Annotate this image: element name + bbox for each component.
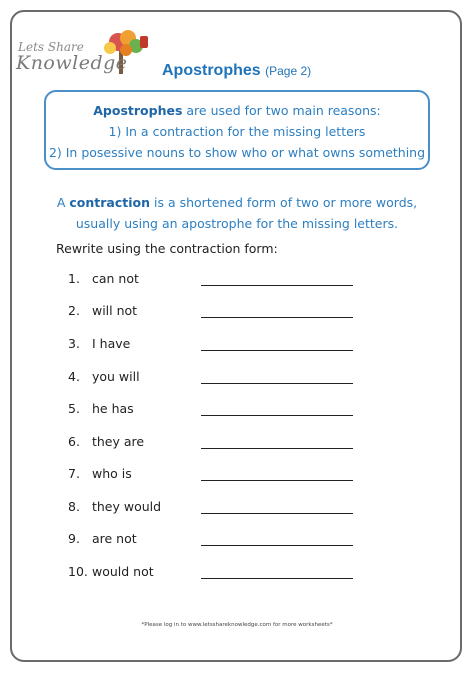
item-number: 5. bbox=[68, 401, 80, 416]
info-line-1 bbox=[46, 100, 428, 121]
definition-line-1 bbox=[30, 192, 444, 213]
item-phrase: they are bbox=[91, 434, 145, 449]
item-phrase: can not bbox=[91, 271, 139, 286]
item-phrase: are not bbox=[91, 531, 137, 546]
title-sub: (Page 2) bbox=[265, 64, 312, 78]
instruction-text: Rewrite using the contraction form: bbox=[56, 241, 278, 256]
info-keyword: Apostrophes bbox=[93, 103, 183, 118]
list-item bbox=[68, 434, 144, 454]
answer-line[interactable] bbox=[201, 513, 353, 514]
definition-rest: is a shortened form of two or more words, bbox=[150, 195, 418, 210]
info-box bbox=[44, 90, 430, 170]
item-number: 10. bbox=[68, 564, 88, 579]
answer-line[interactable] bbox=[201, 480, 353, 481]
item-phrase: they would bbox=[91, 499, 162, 514]
answer-line[interactable] bbox=[201, 448, 353, 449]
list-item bbox=[68, 369, 140, 389]
list-item bbox=[68, 564, 154, 584]
item-phrase: he has bbox=[91, 401, 134, 416]
answer-line[interactable] bbox=[201, 285, 353, 286]
list-item bbox=[68, 303, 137, 323]
list-item bbox=[68, 466, 132, 486]
item-number: 2. bbox=[68, 303, 80, 318]
answer-line[interactable] bbox=[201, 578, 353, 579]
item-number: 6. bbox=[68, 434, 80, 449]
logo-text-bottom: Knowledge bbox=[16, 52, 128, 74]
definition-keyword: contraction bbox=[69, 195, 151, 210]
list-item bbox=[68, 499, 161, 519]
answer-line[interactable] bbox=[201, 317, 353, 318]
contraction-definition bbox=[30, 192, 444, 234]
item-phrase: you will bbox=[91, 369, 140, 384]
item-phrase: I have bbox=[91, 336, 131, 351]
item-phrase: who is bbox=[91, 466, 132, 481]
item-number: 8. bbox=[68, 499, 80, 514]
answer-line[interactable] bbox=[201, 415, 353, 416]
title-main: Apostrophes bbox=[162, 62, 261, 79]
page-title bbox=[162, 62, 311, 80]
info-line-3: 2) In posessive nouns to show who or what owns something bbox=[48, 145, 426, 160]
item-number: 3. bbox=[68, 336, 80, 351]
info-line-2: 1) In a contraction for the missing letters bbox=[108, 124, 366, 139]
item-number: 9. bbox=[68, 531, 80, 546]
item-phrase: would not bbox=[91, 564, 154, 579]
answer-line[interactable] bbox=[201, 545, 353, 546]
logo-text-top: Lets Share bbox=[18, 40, 84, 54]
list-item bbox=[68, 401, 134, 421]
item-number: 1. bbox=[68, 271, 80, 286]
info-line-1-rest: are used for two main reasons: bbox=[182, 103, 381, 118]
answer-line[interactable] bbox=[201, 383, 353, 384]
list-item bbox=[68, 336, 130, 356]
definition-pre: A bbox=[56, 195, 70, 210]
footer-note: *Please log in to www.letsshareknowledge.com for more worksheets* bbox=[141, 622, 333, 628]
item-phrase: will not bbox=[91, 303, 138, 318]
list-item bbox=[68, 271, 139, 291]
item-number: 7. bbox=[68, 466, 80, 481]
list-item bbox=[68, 531, 137, 551]
answer-line[interactable] bbox=[201, 350, 353, 351]
item-number: 4. bbox=[68, 369, 80, 384]
definition-line-2: usually using an apostrophe for the missing letters. bbox=[75, 216, 399, 231]
